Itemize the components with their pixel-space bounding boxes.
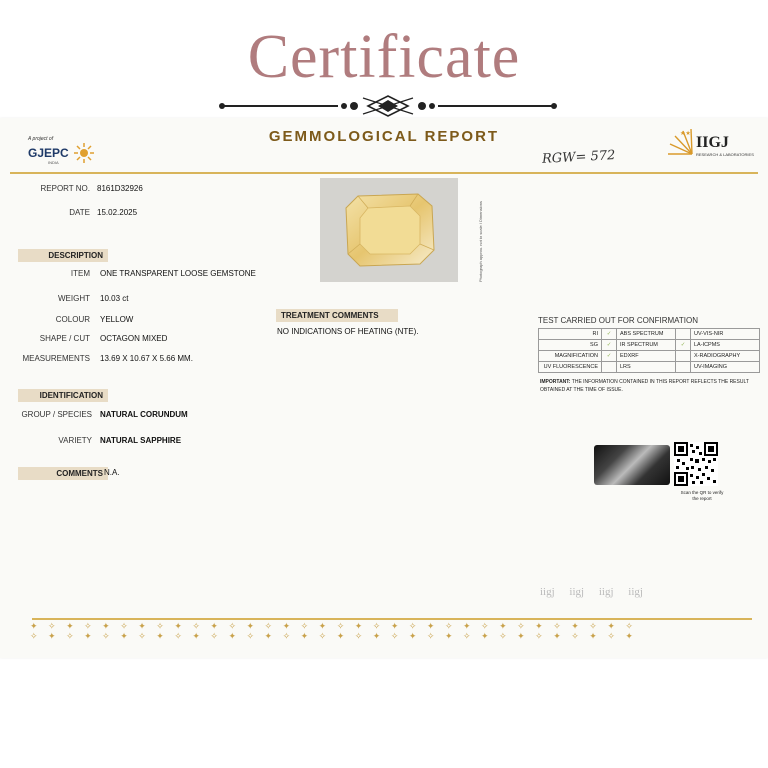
check-icon — [676, 351, 691, 362]
identification-heading: IDENTIFICATION — [18, 389, 108, 402]
measurements-value: 13.69 X 10.67 X 5.66 MM. — [100, 354, 193, 363]
measurements-label: MEASUREMENTS — [22, 354, 90, 363]
weight-label: WEIGHT — [58, 294, 90, 303]
table-row — [539, 351, 760, 362]
check-icon — [676, 362, 691, 373]
group-value: NATURAL CORUNDUM — [100, 410, 188, 419]
table-row — [539, 340, 760, 351]
photo-caption: Photograph approx. not to scale / Dimensions — [478, 201, 483, 282]
shape-label: SHAPE / CUT — [39, 334, 90, 343]
footer-logo: iigj — [628, 586, 643, 598]
check-icon — [676, 329, 691, 340]
qr-caption: Scan the QR to verify the report — [680, 490, 724, 501]
test-name: IR SPECTRUM — [617, 340, 676, 351]
important-note — [540, 378, 750, 394]
report-date: 15.02.2025 — [97, 208, 138, 217]
comments-value: N.A. — [104, 468, 120, 477]
iigj-name: IIGJ — [696, 134, 729, 151]
test-name: UV-VIS-NIR — [691, 329, 760, 340]
comments-heading: COMMENTS — [18, 467, 108, 480]
description-heading: DESCRIPTION — [18, 249, 108, 262]
check-icon: ✓ — [676, 340, 691, 351]
banner-title: Certificate — [247, 23, 521, 91]
gjepc-name: GJEPC — [28, 146, 69, 160]
ornament-divider — [218, 94, 558, 118]
item-label: ITEM — [70, 269, 90, 278]
footer-logo: iigj — [540, 586, 555, 598]
test-name: EDXRF — [617, 351, 676, 362]
treatment-heading: TREATMENT COMMENTS — [276, 309, 398, 322]
tests-table — [538, 328, 760, 373]
footer-stars-pattern: ✦ ✧ ✦ ✧ ✦ ✧ ✦ ✧ ✦ ✧ ✦ ✧ ✦ ✧ ✦ ✧ ✦ ✧ ✦ ✧ ✦ ✧ ✦ ✧ ✦ ✧ ✦ ✧ ✦ ✧ ✦ ✧ ✦ ✧ ✧ ✦ ✧ ✦ ✧ ✦ ✧ ✦ ✧ ✦ ✧ ✦ ✧ ✦ ✧ ✦ ✧ ✦ ✧ ✦ ✧ ✦ ✧ ✦ ✧ ✦ ✧ ✦ ✧ ✦ ✧ ✦ ✧ ✦ — [30, 621, 637, 641]
hologram-sticker — [594, 445, 670, 485]
colour-label: COLOUR — [55, 315, 90, 324]
iigj-sub: RESEARCH & LABORATORIES — [696, 152, 754, 157]
burst-icon — [666, 128, 694, 158]
handwritten-note: RGW= 572 — [541, 148, 616, 167]
weight-value: 10.03 ct — [100, 294, 129, 303]
footer-logo: iigj — [569, 586, 585, 598]
project-of-text: A project of — [28, 136, 54, 142]
gemstone-image — [320, 178, 458, 282]
treatment-value: NO INDICATIONS OF HEATING (NTE). — [277, 327, 419, 336]
item-value: ONE TRANSPARENT LOOSE GEMSTONE — [100, 269, 256, 278]
variety-value: NATURAL SAPPHIRE — [100, 436, 182, 445]
test-name: UV-IMAGING — [691, 362, 760, 373]
gjepc-sub: INDIA — [48, 160, 59, 165]
check-icon: ✓ — [602, 340, 617, 351]
svg-text:★★: ★★ — [680, 130, 691, 137]
report-number: 8161D32926 — [97, 184, 143, 193]
footer-logo: iigj — [598, 586, 614, 598]
gemstone-photo — [320, 178, 458, 282]
table-row — [539, 329, 760, 340]
date-label: DATE — [69, 208, 90, 217]
report-number-label: REPORT NO. — [40, 184, 90, 193]
test-name: LRS — [617, 362, 676, 373]
check-icon: ✓ — [602, 329, 617, 340]
test-name: RI — [539, 329, 602, 340]
footer-rule — [32, 618, 752, 620]
test-name: UV FLUORESCENCE — [539, 362, 602, 373]
group-label: GROUP / SPECIES — [21, 410, 92, 419]
check-icon: ✓ — [602, 351, 617, 362]
header-rule — [10, 172, 758, 174]
sun-icon — [73, 142, 95, 164]
qr-code[interactable] — [674, 442, 718, 486]
report-heading: GEMMOLOGICAL REPORT — [268, 128, 500, 145]
test-name: X-RADIOGRAPHY — [691, 351, 760, 362]
tests-title: TEST CARRIED OUT FOR CONFIRMATION — [538, 316, 699, 325]
shape-value: OCTAGON MIXED — [100, 334, 168, 343]
test-name: SG — [539, 340, 602, 351]
important-text: THE INFORMATION CONTAINED IN THIS REPORT REFLECTS THE RESULT OBTAINED AT THE TIME OF ISSUE. — [540, 379, 749, 393]
test-name: ABS SPECTRUM — [617, 329, 676, 340]
important-label: IMPORTANT: — [540, 379, 571, 385]
table-row — [539, 362, 760, 373]
check-icon — [602, 362, 617, 373]
test-name: MAGNIFICATION — [539, 351, 602, 362]
variety-label: VARIETY — [58, 436, 92, 445]
colour-value: YELLOW — [100, 315, 134, 324]
test-name: LA-ICPMS — [691, 340, 760, 351]
footer-logos — [540, 586, 655, 598]
